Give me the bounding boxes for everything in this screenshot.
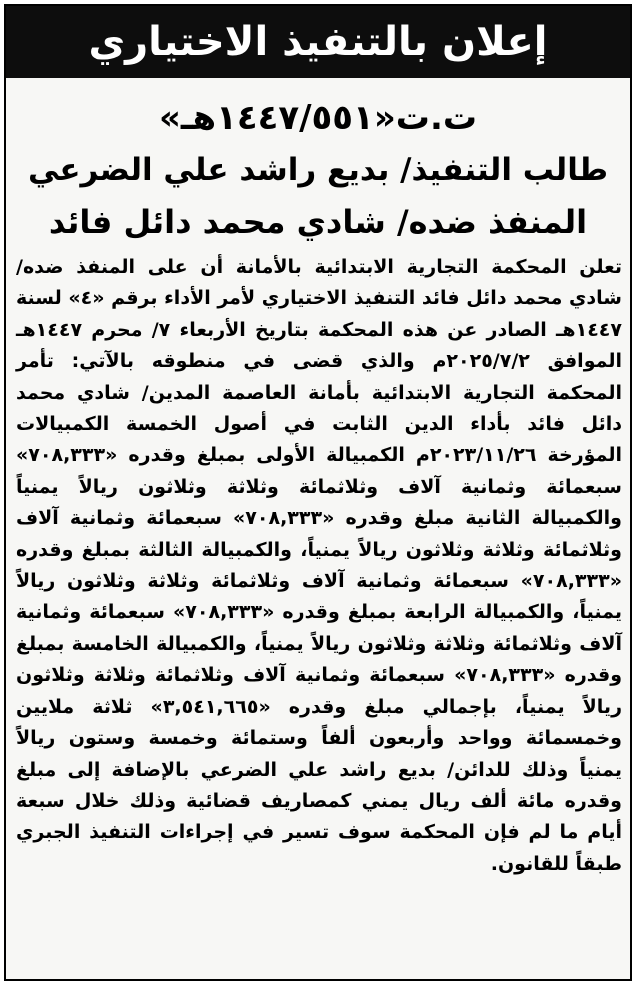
notice-title: إعلان بالتنفيذ الاختياري xyxy=(88,19,548,65)
notice-frame xyxy=(4,4,632,981)
case-reference: ت.ت«١٤٤٧/٥٥١هـ» xyxy=(158,98,478,138)
notice-body: تعلن المحكمة التجارية الابتدائية بالأمانة أن على المنفذ ضده/ شادي محمد دائل فائد التنفيذ الاختياري لأمر الأداء برقم «٤» لسنة ١٤٤٧هـ الصادر عن هذه المحكمة بتاريخ الأربعاء ٧/ محرم ١٤٤٧هـ الموافق ٢٠٢٥/٧/٢م والذي قضى في منطوقه بالآتي: تأمر المحكمة التجارية الابتدائية بأمانة العاصمة المدين/ شادي محمد دائل فائد بأداء الدين الثابت في أصول الخمسة الكمبيالات المؤرخة ٢٠٢٣/١١/٢٦م الكمبيالة الأولى بمبلغ وقدره «٧٠٨,٣٣٣» سبعمائة وثمانية آلاف وثلاثمائة وثلاثة وثلاثون ريالاً يمنياً والكمبيالة الثانية مبلغ وقدره «٧٠٨,٣٣٣» سبعمائة وثمانية آلاف وثلاثمائة وثلاثة وثلاثون ريالاً يمنياً، والكمبيالة الثالثة بمبلغ وقدره «٧٠٨,٣٣٣» سبعمائة وثمانية آلاف وثلاثمائة وثلاثة وثلاثون ريالاً يمنياً، والكمبيالة الرابعة بمبلغ وقدره «٧٠٨,٣٣٣» سبعمائة وثمانية آلاف وثلاثمائة وثلاثة وثلاثون ريالاً يمنياً، والكمبيالة الخامسة بمبلغ وقدره «٧٠٨,٣٣٣» سبعمائة وثمانية آلاف وثلاثمائة وثلاثة وثلاثون ريالاً يمنياً، بإجمالي مبلغ وقدره «٣,٥٤١,٦٦٥» ثلاثة ملايين وخمسمائة وواحد وأربعون ألفاً وستمائة وخمسة وستون ريالاً يمنياً وذلك للدائن/ بديع راشد علي الضرعي بالإضافة إلى مبلغ وقدره مائة ألف ريال يمني كمصاريف قضائية وذلك خلال سبعة أيام ما لم فإن المحكمة سوف تسير في إجراءات التنفيذ الجبري طبقاً للقانون. xyxy=(16,256,623,875)
execution-defendant: المنفذ ضده/ شادي محمد دائل فائد xyxy=(48,203,588,241)
case-headings xyxy=(18,92,618,248)
execution-applicant: طالب التنفيذ/ بديع راشد علي الضرعي xyxy=(27,152,609,188)
title-banner xyxy=(6,6,630,78)
